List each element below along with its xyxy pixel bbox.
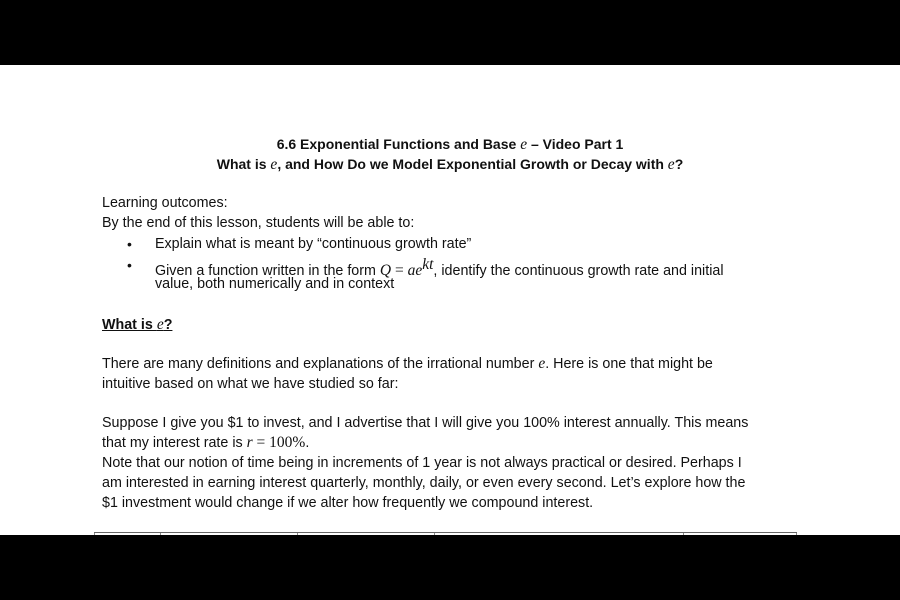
letterbox-top — [0, 0, 900, 65]
page-title: 6.6 Exponential Functions and Base e – Video Part 1 — [276, 136, 624, 153]
bullet-marker: • — [127, 257, 132, 273]
paragraph-3-line-2: am interested in earning interest quarterly, monthly, daily, or even every second. Let’s explore how the — [102, 475, 746, 491]
bullet-marker: • — [127, 236, 132, 252]
outcome-item-2-continued: value, both numerically and in context — [155, 276, 395, 292]
paragraph-1-line-1: There are many definitions and explanations of the irrational number e. Here is one that might be — [102, 355, 713, 372]
outcome-item-2: Given a function written in the form $Q = ae^{kt}$, identify the continuous growth rate and initial — [155, 256, 724, 279]
outcomes-label: Learning outcomes: — [102, 195, 228, 211]
paragraph-3-line-3: $1 investment would change if we alter how frequently we compound interest. — [102, 495, 594, 511]
outcomes-intro: By the end of this lesson, students will be able to: — [102, 215, 415, 231]
outcome-item-1: Explain what is meant by “continuous growth rate” — [155, 236, 472, 252]
paragraph-1-line-2: intuitive based on what we have studied so far: — [102, 376, 399, 392]
paragraph-2-line-2: that my interest rate is r = 100%. — [102, 434, 310, 451]
paragraph-3-line-1: Note that our notion of time being in increments of 1 year is not always practical or desired. Perhaps I — [102, 455, 742, 471]
letterbox-bottom — [0, 535, 900, 600]
page-subtitle: What is e, and How Do we Model Exponential Growth or Decay with e? — [216, 156, 684, 173]
paragraph-2-line-1: Suppose I give you $1 to invest, and I advertise that I will give you 100% interest annually. This means — [102, 415, 749, 431]
document-page — [0, 65, 900, 535]
section-heading: What is e? — [102, 316, 173, 333]
